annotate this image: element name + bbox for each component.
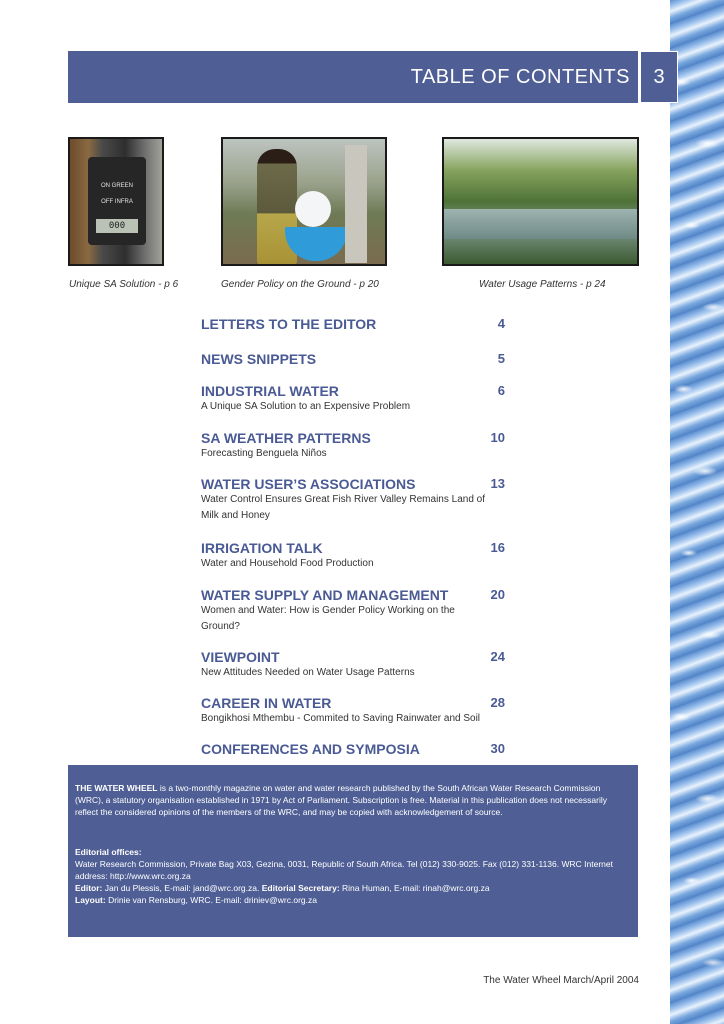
editor-label: Editor:: [75, 883, 103, 893]
editorial-offices-text: Water Research Commission, Private Bag X03, Gezina, 0031, Republic of South Africa. Tel (012) 330-9025. Fax (012) 331-1136. WRC Internet address: http://www.wrc.org.za: [75, 859, 613, 881]
toc-entry-subtitle: Water Control Ensures Great Fish River Valley Remains Land of Milk and Honey: [201, 494, 485, 521]
toc-entry-page: 28: [490, 695, 505, 710]
layout-line: [75, 894, 630, 906]
toc-entry-title[interactable]: NEWS SNIPPETS: [201, 351, 317, 367]
footer-issue: The Water Wheel March/April 2004: [483, 975, 639, 986]
water-pump: [345, 145, 367, 263]
photo-river: [442, 137, 639, 266]
toc-entry-page: 6: [497, 383, 505, 398]
secretary-contact: Rina Human, E-mail: rinah@wrc.org.za: [339, 883, 490, 893]
toc-entry-page: 20: [490, 587, 505, 602]
meter-device: [88, 157, 146, 245]
toc-entry-page: 10: [490, 430, 505, 445]
publication-description-text: is a two-monthly magazine on water and water research published by the South African Water Research Commission (WRC), a statutory organisation established in 1971 by Act of Parliament. Subscription is free. Material in this publication does not necessarily reflect the considered opinions of the members of the WRC, and may be copied with acknowledgement of source.: [75, 783, 607, 817]
toc-entry-title[interactable]: WATER SUPPLY AND MANAGEMENT: [201, 587, 449, 603]
toc-entry-page: 13: [490, 476, 505, 491]
page-number: 3: [640, 51, 678, 103]
toc-entry-subtitle: Water and Household Food Production: [201, 558, 374, 569]
secretary-label: Editorial Secretary:: [261, 883, 340, 893]
publication-description: [75, 782, 630, 818]
photo-caption-1: Unique SA Solution - p 6: [69, 279, 179, 290]
photo-water-meter: [68, 137, 164, 266]
meter-label-bottom: OFF INFRA: [101, 199, 133, 205]
editorial-offices-label: Editorial offices:: [75, 847, 142, 857]
toc-entry-title[interactable]: LETTERS TO THE EDITOR: [201, 316, 377, 332]
page-title: TABLE OF CONTENTS: [410, 66, 630, 88]
layout-contact: Drinie van Rensburg, WRC. E-mail: driniev@wrc.org.za: [105, 895, 317, 905]
toc-entry-subtitle: New Attitudes Needed on Water Usage Patterns: [201, 667, 415, 678]
toc-entry-page: 4: [497, 316, 505, 331]
toc-entry-title[interactable]: VIEWPOINT: [201, 649, 280, 665]
toc-entry-subtitle: A Unique SA Solution to an Expensive Problem: [201, 401, 411, 412]
meter-display: 000: [96, 219, 138, 233]
photo-woman-water: [221, 137, 387, 266]
editorial-offices: [75, 846, 630, 858]
toc-entry-title[interactable]: IRRIGATION TALK: [201, 540, 323, 556]
toc-entry-title[interactable]: WATER USER’S ASSOCIATIONS: [201, 476, 416, 492]
river-water: [444, 209, 639, 239]
photo-caption-2: Gender Policy on the Ground - p 20: [221, 279, 379, 290]
toc-entry-page: 5: [497, 351, 505, 366]
editor-contact: Jan du Plessis, E-mail: jand@wrc.org.za.: [102, 883, 262, 893]
toc-entry-title[interactable]: CONFERENCES AND SYMPOSIA: [201, 741, 420, 757]
toc-entry-page: 16: [490, 540, 505, 555]
publication-name: THE WATER WHEEL: [75, 783, 158, 793]
toc-entry-page: 24: [490, 649, 505, 664]
white-bucket: [295, 191, 331, 227]
toc-entry-subtitle: Women and Water: How is Gender Policy Working on the Ground?: [201, 605, 455, 632]
publication-info-box: [68, 765, 638, 937]
editor-line: [75, 882, 630, 894]
water-texture-border: [670, 0, 724, 1024]
toc-entry-subtitle: Bongikhosi Mthembu - Commited to Saving Rainwater and Soil: [201, 713, 481, 724]
photo-caption-3: Water Usage Patterns - p 24: [479, 279, 606, 290]
toc-entry-title[interactable]: CAREER IN WATER: [201, 695, 332, 711]
header-bar: [68, 51, 638, 103]
layout-label: Layout:: [75, 895, 106, 905]
meter-label-top: ON GREEN: [100, 183, 133, 189]
toc-entry-title[interactable]: SA WEATHER PATTERNS: [201, 430, 371, 446]
toc-entry-page: 30: [490, 741, 505, 756]
toc-entry-title[interactable]: INDUSTRIAL WATER: [201, 383, 339, 399]
toc-entry-subtitle: Forecasting Benguela Niños: [201, 448, 327, 459]
